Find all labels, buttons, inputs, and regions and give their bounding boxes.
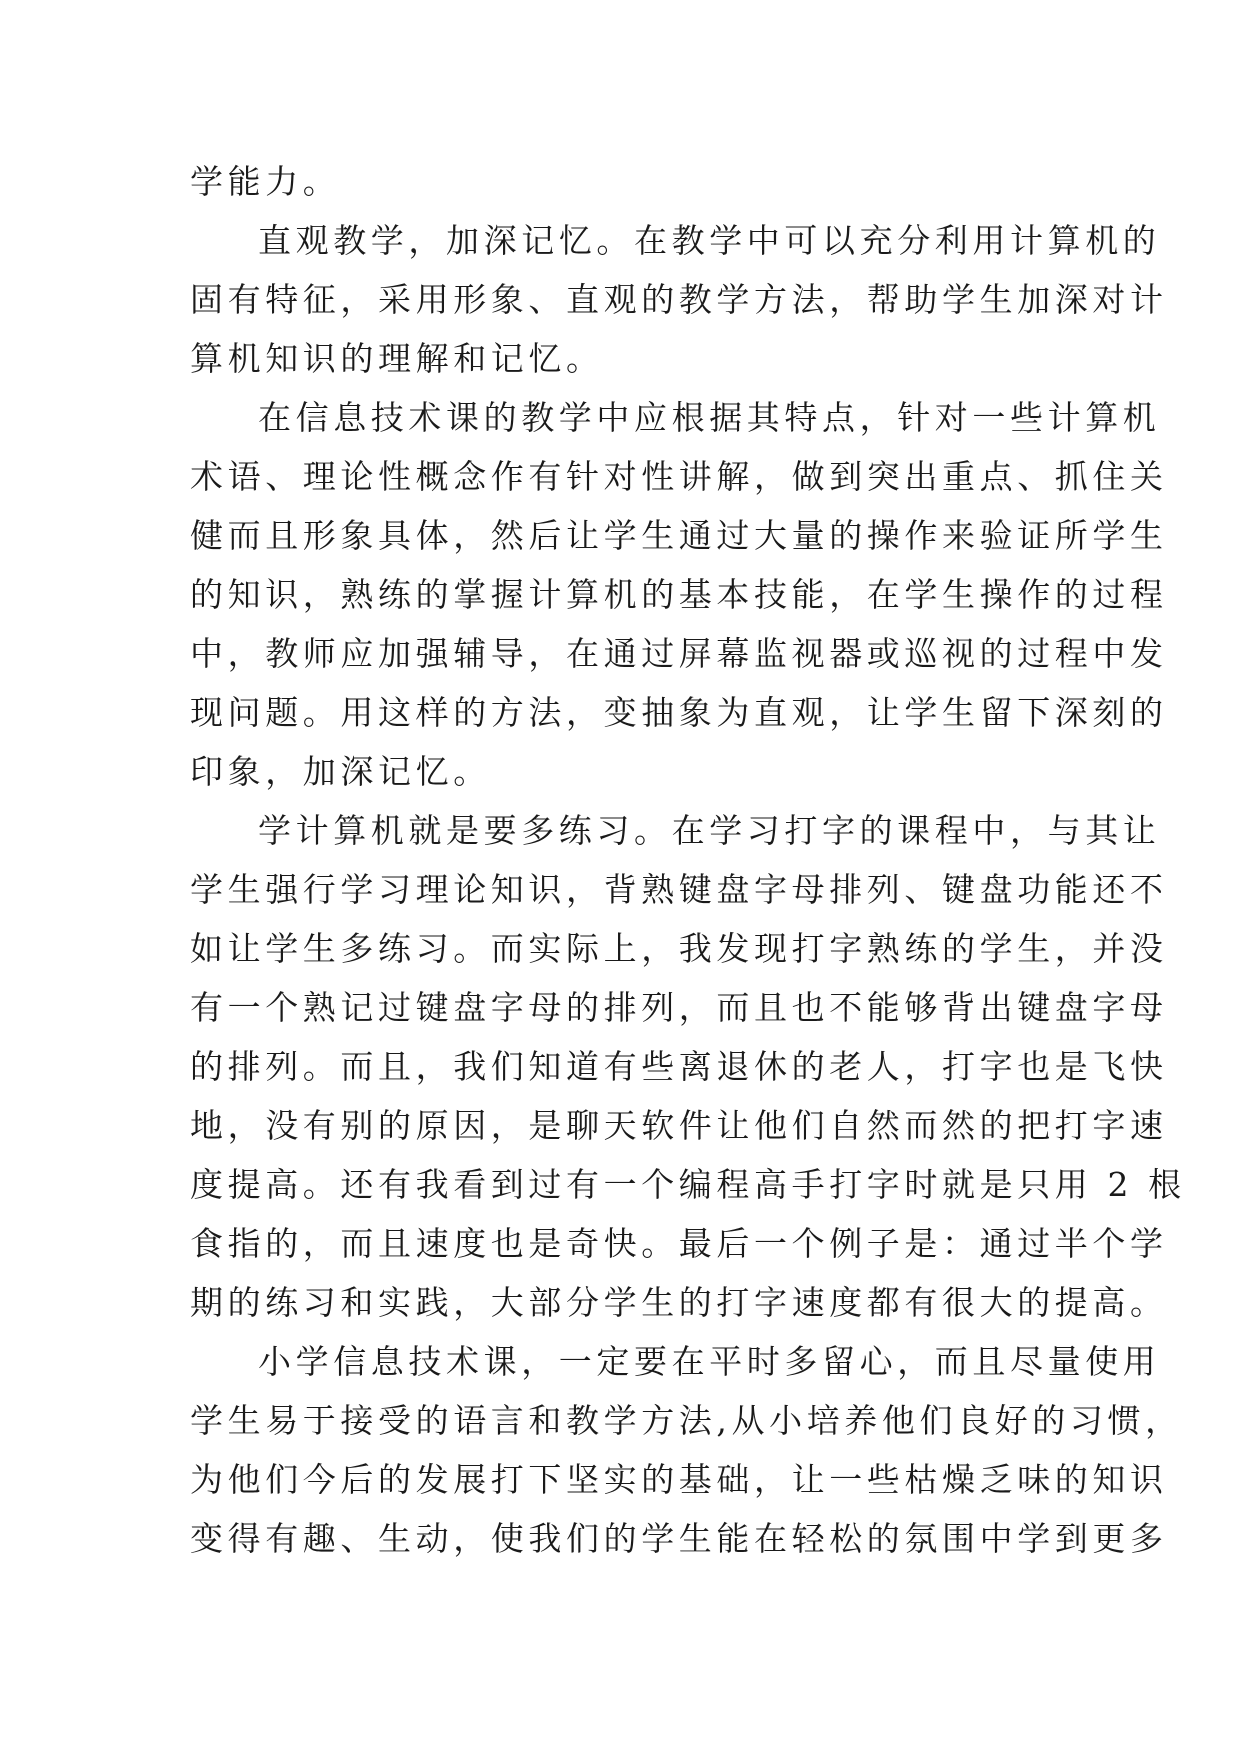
text-line: 的排列。而且，我们知道有些离退休的老人，打字也是飞快 <box>190 1047 1168 1086</box>
text-line: 期的练习和实践，大部分学生的打字速度都有很大的提高。 <box>190 1283 1168 1322</box>
text-line: 学生强行学习理论知识，背熟键盘字母排列、键盘功能还不 <box>190 870 1168 909</box>
text-line: 现问题。用这样的方法，变抽象为直观，让学生留下深刻的 <box>190 693 1168 732</box>
text-line: 有一个熟记过键盘字母的排列，而且也不能够背出键盘字母 <box>190 988 1168 1027</box>
text-line: 学能力。 <box>190 162 341 201</box>
text-line: 固有特征，采用形象、直观的教学方法，帮助学生加深对计 <box>190 280 1168 319</box>
text-line: 为他们今后的发展打下坚实的基础，让一些枯燥乏味的知识 <box>190 1460 1168 1499</box>
text-line: 食指的，而且速度也是奇快。最后一个例子是：通过半个学 <box>190 1224 1168 1263</box>
text-line: 的知识，熟练的掌握计算机的基本技能，在学生操作的过程 <box>190 575 1168 614</box>
text-line: 术语、理论性概念作有针对性讲解，做到突出重点、抓住关 <box>190 457 1168 496</box>
text-line: 中，教师应加强辅导，在通过屏幕监视器或巡视的过程中发 <box>190 634 1168 673</box>
text-line: 度提高。还有我看到过有一个编程高手打字时就是只用 2 根 <box>190 1165 1186 1204</box>
text-line: 健而且形象具体，然后让学生通过大量的操作来验证所学生 <box>190 516 1168 555</box>
paragraph-first-line: 学计算机就是要多练习。在学习打字的课程中，与其让 <box>258 811 1161 850</box>
text-line: 印象，加深记忆。 <box>190 752 491 791</box>
paragraph-first-line: 小学信息技术课，一定要在平时多留心，而且尽量使用 <box>258 1342 1161 1381</box>
text-line: 学生易于接受的语言和教学方法,从小培养他们良好的习惯， <box>190 1401 1183 1440</box>
text-line: 如让学生多练习。而实际上，我发现打字熟练的学生，并没 <box>190 929 1168 968</box>
text-line: 地，没有别的原因，是聊天软件让他们自然而然的把打字速 <box>190 1106 1168 1145</box>
body-text <box>190 152 1186 1568</box>
paragraph-first-line: 在信息技术课的教学中应根据其特点，针对一些计算机 <box>258 398 1161 437</box>
paragraph-first-line: 直观教学，加深记忆。在教学中可以充分利用计算机的 <box>258 221 1161 260</box>
text-line: 变得有趣、生动，使我们的学生能在轻松的氛围中学到更多 <box>190 1519 1168 1558</box>
text-line: 算机知识的理解和记忆。 <box>190 339 604 378</box>
